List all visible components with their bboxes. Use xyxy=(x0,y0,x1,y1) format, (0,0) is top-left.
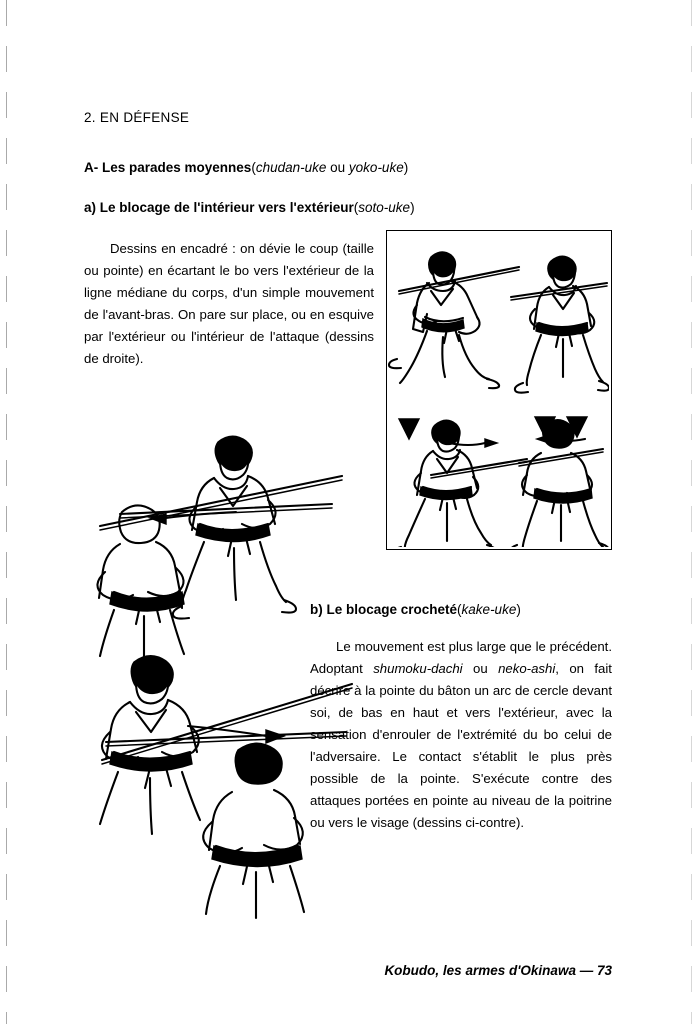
paren-open-3: ( xyxy=(457,602,462,617)
section-title: 2. EN DÉFENSE xyxy=(84,110,190,125)
scan-edge-right xyxy=(691,0,692,1024)
heading-blocage-kake-uke-label: b) Le blocage crocheté xyxy=(310,602,458,617)
figure-blocage-face-1-art xyxy=(96,430,356,660)
paren-close-3: ) xyxy=(516,602,521,617)
paragraph-kake-uke-part-2: ou xyxy=(462,661,499,676)
paren-close-2: ) xyxy=(410,200,415,215)
figure-blocage-face-1 xyxy=(96,430,356,660)
footer-separator: — xyxy=(575,963,597,978)
term-neko-ashi: neko-ashi xyxy=(498,661,556,676)
paren-open-2: ( xyxy=(353,200,359,215)
paragraph-soto-uke-text: Dessins en encadré : on dévie le coup (taille ou pointe) en écartant le bo vers l'extérieur de la ligne médiane du corps, d'un simple mouvement de l'avant-bras. On pare sur place, ou en esquive par l'extérieur ou l'intérieur de l'attaque (dessins de droite). xyxy=(84,241,374,366)
figure-boxed-soto-uke xyxy=(386,230,612,550)
scan-edge-left xyxy=(6,0,7,1024)
heading-parades-moyennes xyxy=(84,160,408,175)
figure-boxed-soto-uke-art xyxy=(387,231,609,547)
figure-kake-uke-2-art xyxy=(96,650,366,920)
term-soto-uke: soto-uke xyxy=(358,200,411,215)
paragraph-soto-uke xyxy=(84,238,374,370)
term-shumoku-dachi: shumoku-dachi xyxy=(373,661,463,676)
figure-kake-uke-2 xyxy=(96,650,366,920)
heading-blocage-soto-uke-label: a) Le blocage de l'intérieur vers l'extérieur xyxy=(84,200,354,215)
page-footer xyxy=(384,963,612,978)
paren-open: ( xyxy=(251,160,256,175)
paragraph-kake-uke-part-1: Le mouvement est plus large que le précédent. Adoptant xyxy=(310,639,612,676)
term-yoko-uke: yoko-uke xyxy=(348,160,404,175)
paren-close: ) xyxy=(403,160,409,175)
footer-page-number: 73 xyxy=(596,963,612,978)
heading-blocage-soto-uke xyxy=(84,200,415,215)
paragraph-kake-uke-part-3: , on fait décrire à la pointe du bâton un arc de cercle devant soi, de bas en haut et vers l'extérieur, avec la sensation d'enrouler de l'extrémité du bo celui de l'adversaire. Le contact s'établit le plus près possible de la pointe. S'exécute contre des attaques portées en pointe au niveau de la poitrine ou vers le visage (dessins ci-contre). xyxy=(310,661,612,830)
term-kake-uke: kake-uke xyxy=(461,602,517,617)
footer-book-title: Kobudo, les armes d'Okinawa xyxy=(384,963,576,978)
term-chudan-uke: chudan-uke xyxy=(255,160,327,175)
conjunction-ou: ou xyxy=(326,160,349,175)
heading-parades-moyennes-label: A- Les parades moyennes xyxy=(84,160,252,175)
